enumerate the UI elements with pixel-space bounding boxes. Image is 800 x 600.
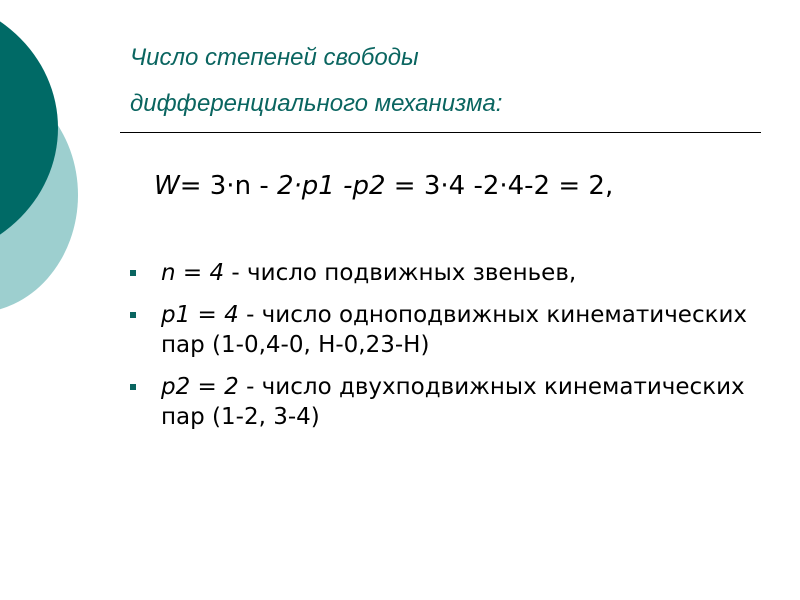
bullet-item-n — [130, 258, 780, 288]
square-bullet-icon — [130, 270, 136, 276]
title-divider — [120, 132, 761, 133]
bullet-item-p1 — [130, 300, 780, 360]
square-bullet-icon — [130, 384, 136, 390]
formula — [154, 170, 613, 202]
formula-part-2: = 3·4 -2·4-2 = 2, — [385, 171, 614, 201]
formula-p-terms: 2·p1 -p2 — [276, 171, 386, 201]
bullet-symbol: n = 4 — [161, 260, 225, 286]
bullet-symbol: p2 = 2 — [161, 374, 239, 400]
bullet-symbol: p1 = 4 — [161, 302, 239, 328]
slide-title-line-2: дифференциального механизма: — [130, 90, 503, 117]
formula-part-1: = 3·n - — [179, 171, 277, 201]
bullet-item-p2 — [130, 372, 780, 432]
bullet-text: - число одноподвижных кинематических пар (1-0,4-0, H-0,23-H) — [161, 302, 748, 358]
bullet-list — [130, 258, 780, 444]
bullet-text: - число двухподвижных кинематических пар (1-2, 3-4) — [161, 374, 745, 430]
bullet-text: - число подвижных звеньев, — [224, 260, 577, 286]
formula-w: W — [154, 171, 180, 201]
square-bullet-icon — [130, 312, 136, 318]
slide-title-line-1: Число степеней свободы — [130, 44, 419, 71]
